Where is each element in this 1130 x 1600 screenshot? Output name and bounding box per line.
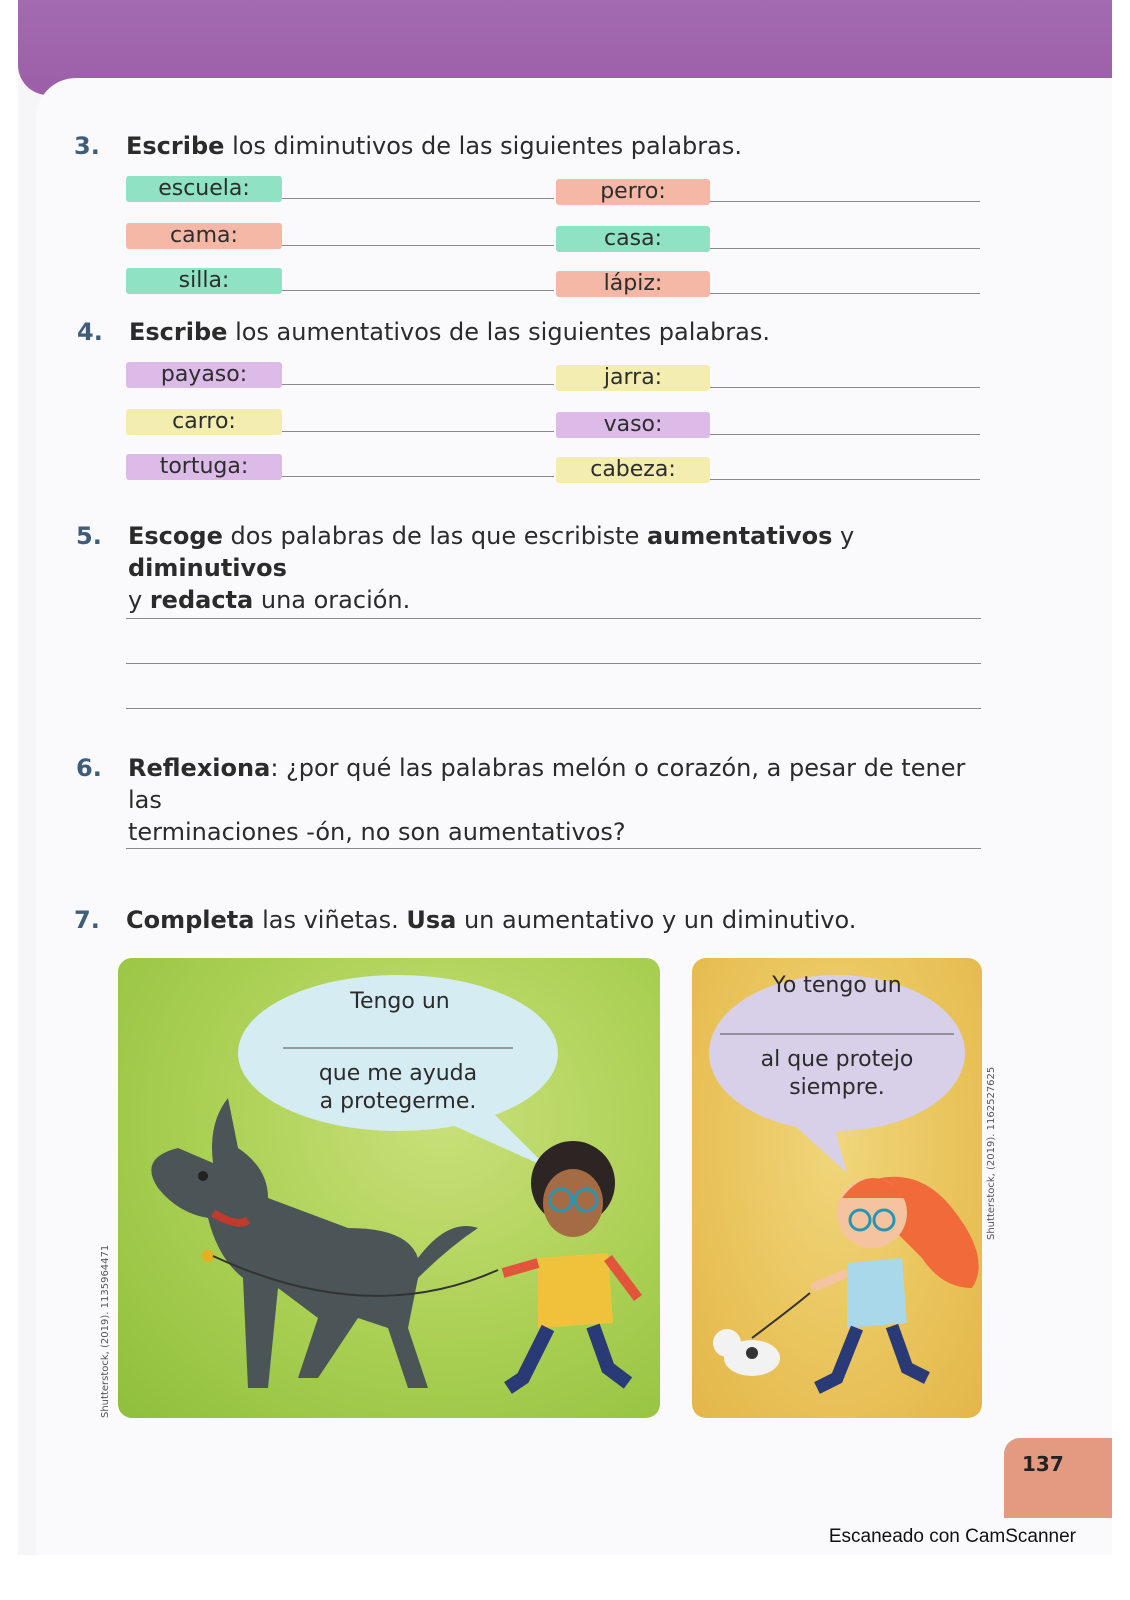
- word-label: tortuga:: [126, 454, 282, 480]
- answer-line[interactable]: [710, 434, 980, 435]
- bubble-line-2: al que protejo: [760, 1047, 914, 1072]
- word-label: perro:: [556, 179, 710, 205]
- photo-credit: Shutterstock, (2019). 1162527625: [986, 1066, 997, 1240]
- word-label: jarra:: [556, 365, 710, 391]
- comic-panel-boy-dog: [118, 958, 660, 1418]
- answer-line[interactable]: [282, 431, 554, 432]
- word-label: cama:: [126, 223, 282, 249]
- question-text: un aumentativo y un diminutivo.: [456, 906, 857, 934]
- word-label: cabeza:: [556, 457, 710, 483]
- question-verb: redacta: [149, 586, 254, 614]
- question-text: : ¿por qué las palabras melón o corazón, a pesar de tener las: [128, 754, 966, 814]
- answer-line[interactable]: [710, 201, 980, 202]
- answer-line[interactable]: [126, 848, 981, 849]
- question-keyword: aumentativos: [646, 522, 833, 550]
- question-verb: Reflexiona: [128, 754, 271, 782]
- question-number: 3.: [74, 132, 100, 160]
- question-number: 4.: [77, 318, 103, 346]
- question-7: [74, 904, 857, 936]
- bubble-line-1: Tengo un: [350, 989, 450, 1014]
- answer-line[interactable]: [710, 248, 980, 249]
- question-5: [76, 520, 998, 616]
- question-number: 7.: [74, 906, 100, 934]
- word-label: escuela:: [126, 176, 282, 202]
- word-label: lápiz:: [556, 271, 710, 297]
- question-verb: Escribe: [129, 318, 228, 346]
- question-text: los diminutivos de las siguientes palabras.: [224, 132, 742, 160]
- textbook-page: [18, 0, 1112, 1555]
- answer-line[interactable]: [710, 293, 980, 294]
- word-label: payaso:: [126, 362, 282, 388]
- question-verb: Completa: [126, 906, 255, 934]
- question-number: 6.: [76, 754, 102, 782]
- question-text: terminaciones -ón, no son aumentativos?: [128, 818, 626, 846]
- question-text: los aumentativos de las siguientes palabras.: [227, 318, 771, 346]
- answer-line[interactable]: [282, 476, 554, 477]
- bubble-line-2: que me ayuda: [318, 1061, 478, 1086]
- question-4: [77, 316, 771, 348]
- answer-line[interactable]: [710, 387, 980, 388]
- answer-line[interactable]: [282, 290, 554, 291]
- word-label: silla:: [126, 268, 282, 294]
- illustration-girl-and-puppy: [692, 958, 982, 1418]
- question-text: y: [128, 586, 150, 614]
- question-verb: Usa: [406, 906, 457, 934]
- page-number-tab: [1004, 1438, 1112, 1518]
- answer-line[interactable]: [126, 663, 981, 664]
- photo-credit: Shutterstock, (2019). 1135964471: [100, 1244, 111, 1418]
- answer-line[interactable]: [126, 618, 981, 619]
- question-text: dos palabras de las que escribiste: [222, 522, 647, 550]
- question-3: [74, 130, 742, 162]
- answer-line[interactable]: [282, 245, 554, 246]
- word-label: carro:: [126, 409, 282, 435]
- answer-line[interactable]: [282, 384, 554, 385]
- question-keyword: diminutivos: [128, 554, 287, 582]
- illustration-boy-and-dog: [118, 958, 660, 1418]
- bubble-line-3: a protegerme.: [319, 1089, 477, 1114]
- answer-line[interactable]: [126, 708, 981, 709]
- question-text: y: [832, 522, 855, 550]
- bubble-line-3: siempre.: [789, 1075, 885, 1100]
- bubble-line-1: Yo tengo un: [772, 973, 902, 998]
- word-label: vaso:: [556, 412, 710, 438]
- word-label: casa:: [556, 226, 710, 252]
- answer-line[interactable]: [282, 198, 554, 199]
- question-text: una oración.: [253, 586, 411, 614]
- answer-line[interactable]: [710, 479, 980, 480]
- page-number: 137: [1022, 1452, 1064, 1476]
- question-text: las viñetas.: [254, 906, 407, 934]
- comic-panel-girl-dog: [692, 958, 982, 1418]
- question-verb: Escoge: [128, 522, 223, 550]
- scanner-watermark: Escaneado con CamScanner: [828, 1526, 1076, 1547]
- question-6: [76, 752, 998, 848]
- question-number: 5.: [76, 522, 102, 550]
- question-verb: Escribe: [126, 132, 225, 160]
